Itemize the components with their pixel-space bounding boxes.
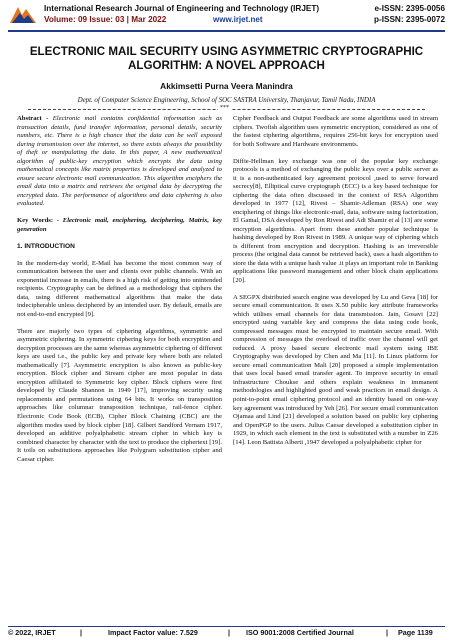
header-rule	[8, 30, 445, 32]
issn-block	[374, 4, 445, 25]
title-line-2: ALGORITHM: A NOVEL APPROACH	[128, 59, 325, 72]
footer-divider: |	[228, 628, 231, 637]
page-footer	[8, 628, 445, 638]
abstract-label: Abstract -	[17, 115, 49, 122]
journal-header	[0, 0, 453, 32]
journal-info	[44, 4, 319, 25]
separator-mark: ***	[220, 105, 229, 111]
journal-name: International Research Journal of Engineering and Technology (IRJET)	[44, 4, 320, 13]
p-issn: p-ISSN: 2395-0072	[374, 14, 445, 24]
title-line-1: ELECTRONIC MAIL SECURITY USING ASYMMETRIC CRYPTOGRAPHIC	[29, 45, 424, 58]
volume-issue: Volume: 09 Issue: 03 | Mar 2022	[44, 14, 167, 24]
intro-paragraph-2: There are majorly two types of ciphering algorithms, symmetric and asymmetric ciphering. In symmetric ciphering keys for both encryption and decryption processes are the same whereas asymmetric ciphering of different keys are used i.e., the public key and private key where both are related mathematically [7]. Asymmetric encryption is also known as public-key encryption. Block cipher and Stream cipher are most popular in data encryption affiliated to Symmetric key cipher. Block ciphers were first developed by Claude Shannon in 1949 [17], improving security using replacements and permutations using 64 bits. It works on transposition approaches like columnar transposition technique, rail-fence cipher. Electronic Code Book (ECB), Cipher Block Chaining (CBC) are the algorithm modes used by block cipher [18]. Gilbert Sandford Vernam 1917, developed an additive polyalphabetic stream cipher in which key is combined character by character with the text to produce the ciphertext [19]. It toils on substitutions approaches like Polygram substitution cipher and Caesar cipher.	[17, 327, 222, 463]
author-name: Akkimsetti Purna Veera Manindra	[160, 81, 293, 91]
footer-rule	[8, 626, 445, 627]
footer-iso: ISO 9001:2008 Certified Journal	[246, 628, 354, 637]
abstract-text: Electronic mail contains confidential information such as transaction details, fund transfer information, personal details, security numbers, etc. There is a high chance that the data can be well exposed during transmission over the internet, so there exists always the possibility of theft or manipulating the data. In this paper, A new mathematical algorithm of public-key encryption which encrypts the data using mathematical concepts like matrix properties is developed and analyzed to ensure secure electronic mail communication. This algorithm enciphers the email data into a matrix and retrieves the original data by decrypting the encrypted data. The performance of algorithms and data ciphering is also evaluated.	[17, 115, 222, 208]
footer-page-number: Page 1139	[398, 628, 433, 637]
footer-divider: |	[386, 628, 389, 637]
right-column	[233, 115, 438, 456]
paper-title	[20, 45, 433, 73]
right-paragraph-2: Diffie-Hellman key exchange was one of the popular key exchange protocols is a method of exchanging the public keys over a public server as it is a non-authenticated key agreement protocol ,used to serve forward secrecy[8], Elliptical curve cryptograph (ECC) is a key based technique for ciphering the data often discussed in the context of RSA Algorithm developed in 1977 [12], Rivest – Shamir-Adleman (RSA) one way enciphering of things like electronic-mail, data, software using factorization, El Gamal, DSA developed by Ron Rivest and Adi Shamir et al [13] are some encryption algorithms. Apart from these another popular technique is hashing developed by Ron Rivest in 1989. A unique way of ciphering which is different from encryption and decryption. Hashing is an irreversible process (the original data cannot be retrieved back), uses a hash algorithm to store the data with a unique hash value .it plays an important role in Banking applications like password management and other block chain applications [20].	[233, 157, 438, 284]
left-column	[17, 115, 222, 473]
right-paragraph-3: A SEGPX distributed search engine was developed by Lu and Geva [18] for secure email communication. It uses X.50 public key attribute frameworks which utilises email channels for data transmission. Jain, Gosavi [22] encrypted using variable key and compress the data using code book, compressed messages must be encrypted to maintain secure email. With compression of messages the overload of traffic over the channel will get reduced. A proxy based secure electronic mail system using IBE Cryptography was developed by Chen and Ma [11]. In Linux platform for secure email communication Mali [20] proposed a simple implementation that uses local based email transfer agent. To improve security in email infrastructure Choukse and others explain weakness in immanent methodologies and highlighted good and weak practices in email design. A point-to-point email ciphering protocol and an identity based on one-way key agreement was introduced by Yeh [26]. For secure email communication Ojamaa and Lind [21] developed a solution based on public key ciphering and OpenPGP to the users. Julius Caesar developed a substitution cipher in 1929, in which each element in the text is substituted with a number in Z26 [14]. Leon Battista Alberti ,1947 developed a polyalphabetic cipher for	[233, 293, 438, 446]
e-issn: e-ISSN: 2395-0056	[374, 4, 445, 13]
abstract	[17, 115, 222, 209]
footer-copyright: © 2022, IRJET	[8, 628, 56, 637]
keywords-text: Electronic mail, enciphering, deciphering, Matrix, key generation	[17, 217, 222, 233]
footer-divider: |	[80, 628, 83, 637]
author-affiliation: Dept. of Computer Science Engineering, School of SOC SASTRA University, Thanjavur, Tamil Nadu, INDIA	[77, 97, 376, 104]
keywords-label: Key Words: -	[17, 217, 60, 225]
intro-paragraph-1: In the modern-day world, E-Mail has become the most common way of communication between the user and clients over public channels. With an exponential increase in emails, there is a high risk of getting into unintended recipients. Cryptography can be defined as a methodology that ciphers the data, using different mathematical algorithms that make the data indecipherable unless deciphered by an intended user. By default, emails are not end-to-end encrypted [9].	[17, 259, 222, 318]
section-heading-introduction: 1. INTRODUCTION	[17, 242, 75, 250]
footer-impact-factor: Impact Factor value: 7.529	[108, 628, 198, 637]
right-paragraph-1: Cipher Feedback and Output Feedback are some algorithms used in stream ciphers. Twofish algorithm uses symmetric encryption, considered as one of the fastest ciphering algorithms, requires 256-bit keys for encryption used for both Software and Hardware environments.	[233, 115, 438, 148]
irjet-logo-icon	[8, 3, 38, 27]
keywords	[17, 217, 222, 234]
journal-website: www.irjet.net	[213, 15, 263, 24]
